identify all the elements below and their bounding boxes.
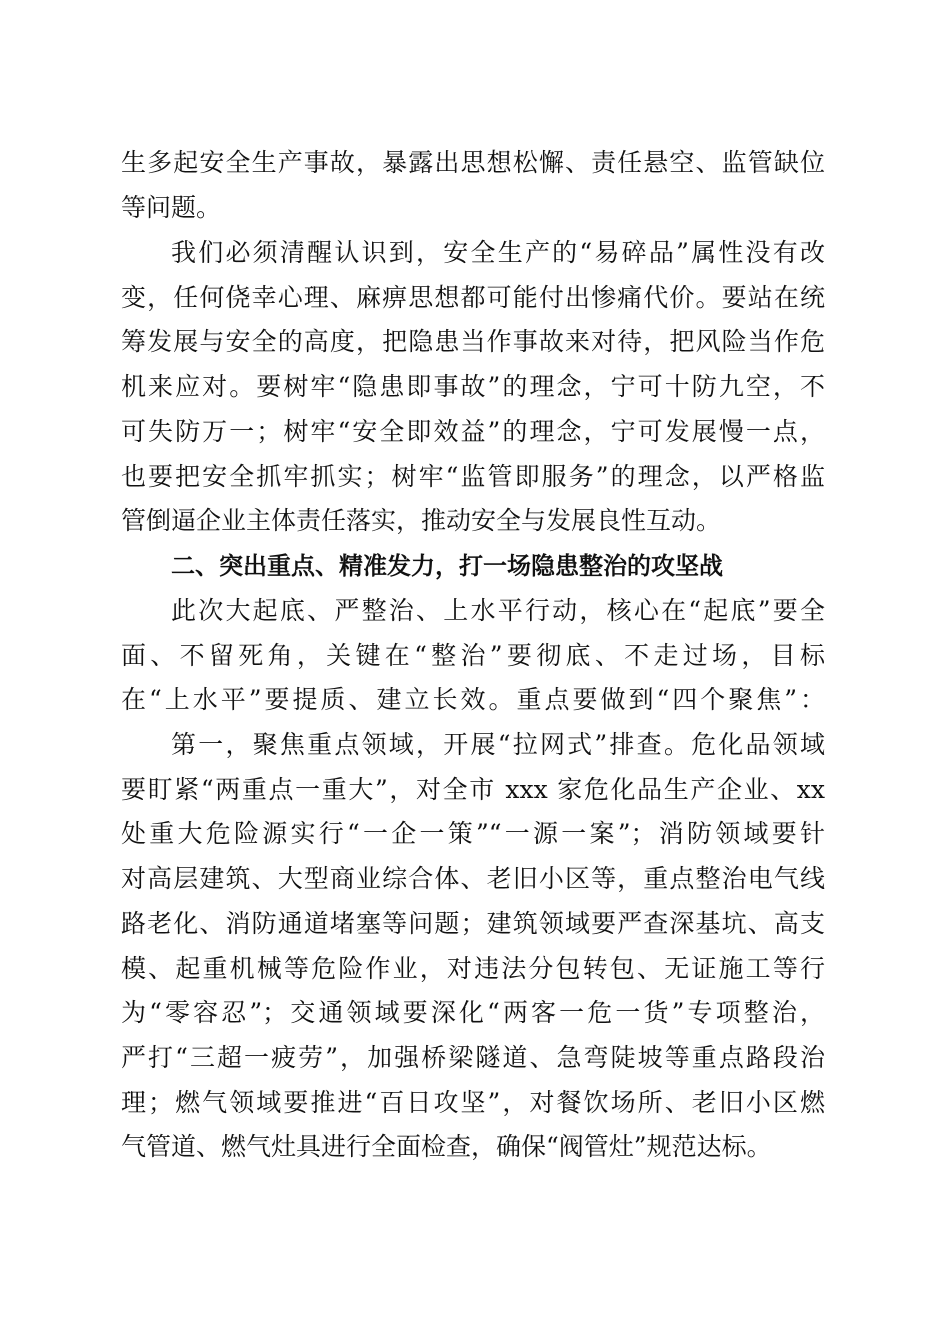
paragraph-4-line-1: 第一，聚焦重点领域，开展“拉网式”排查。危化品领域 — [171, 730, 825, 759]
paragraph-3-line-3: 在“上水平”要提质、建立长效。重点要做到“四个聚焦”： — [121, 685, 825, 714]
paragraph-2-line-5: 可失防万一；树牢“安全即效益”的理念，宁可发展慢一点， — [121, 417, 825, 446]
paragraph-4-line-2: 要盯紧“两重点一重大”，对全市 xxx 家危化品生产企业、xx — [121, 775, 825, 804]
section-heading: 二、突出重点、精准发力，打一场隐患整治的攻坚战 — [171, 552, 723, 580]
paragraph-4-line-6: 模、起重机械等危险作业，对违法分包转包、无证施工等行 — [121, 954, 825, 983]
paragraph-4-line-4: 对高层建筑、大型商业综合体、老旧小区等，重点整治电气线 — [121, 864, 825, 893]
paragraph-4-line-10: 气管道、燃气灶具进行全面检查，确保“阀管灶”规范达标。 — [121, 1132, 772, 1161]
paragraph-4-line-7: 为“零容忍”；交通领域要深化“两客一危一货”专项整治， — [121, 998, 825, 1027]
paragraph-4-line-5: 路老化、消防通道堵塞等问题；建筑领域要严查深基坑、高支 — [121, 909, 825, 938]
paragraph-4-line-3: 处重大危险源实行“一企一策”“一源一案”；消防领域要针 — [121, 819, 825, 848]
paragraph-3-line-1: 此次大起底、严整治、上水平行动，核心在“起底”要全 — [171, 596, 825, 625]
paragraph-1-line-1: 生多起安全生产事故，暴露出思想松懈、责任悬空、监管缺位 — [121, 148, 825, 177]
paragraph-3-line-2: 面、不留死角，关键在“整治”要彻底、不走过场，目标 — [121, 641, 825, 670]
paragraph-2-line-1: 我们必须清醒认识到，安全生产的“易碎品”属性没有改 — [171, 238, 825, 267]
paragraph-2-line-3: 筹发展与安全的高度，把隐患当作事故来对待，把风险当作危 — [121, 327, 825, 356]
paragraph-2-line-4: 机来应对。要树牢“隐患即事故”的理念，宁可十防九空，不 — [121, 372, 825, 401]
paragraph-4-line-9: 理；燃气领域要推进“百日攻坚”，对餐饮场所、老旧小区燃 — [121, 1088, 825, 1117]
paragraph-4-line-8: 严打“三超一疲劳”，加强桥梁隧道、急弯陡坡等重点路段治 — [121, 1043, 825, 1072]
paragraph-2-line-7: 管倒逼企业主体责任落实，推动安全与发展良性互动。 — [121, 506, 722, 535]
paragraph-1-line-2: 等问题。 — [121, 193, 222, 222]
paragraph-2-line-6: 也要把安全抓牢抓实；树牢“监管即服务”的理念，以严格监 — [121, 462, 825, 491]
paragraph-2-line-2: 变，任何侥幸心理、麻痹思想都可能付出惨痛代价。要站在统 — [121, 283, 825, 312]
